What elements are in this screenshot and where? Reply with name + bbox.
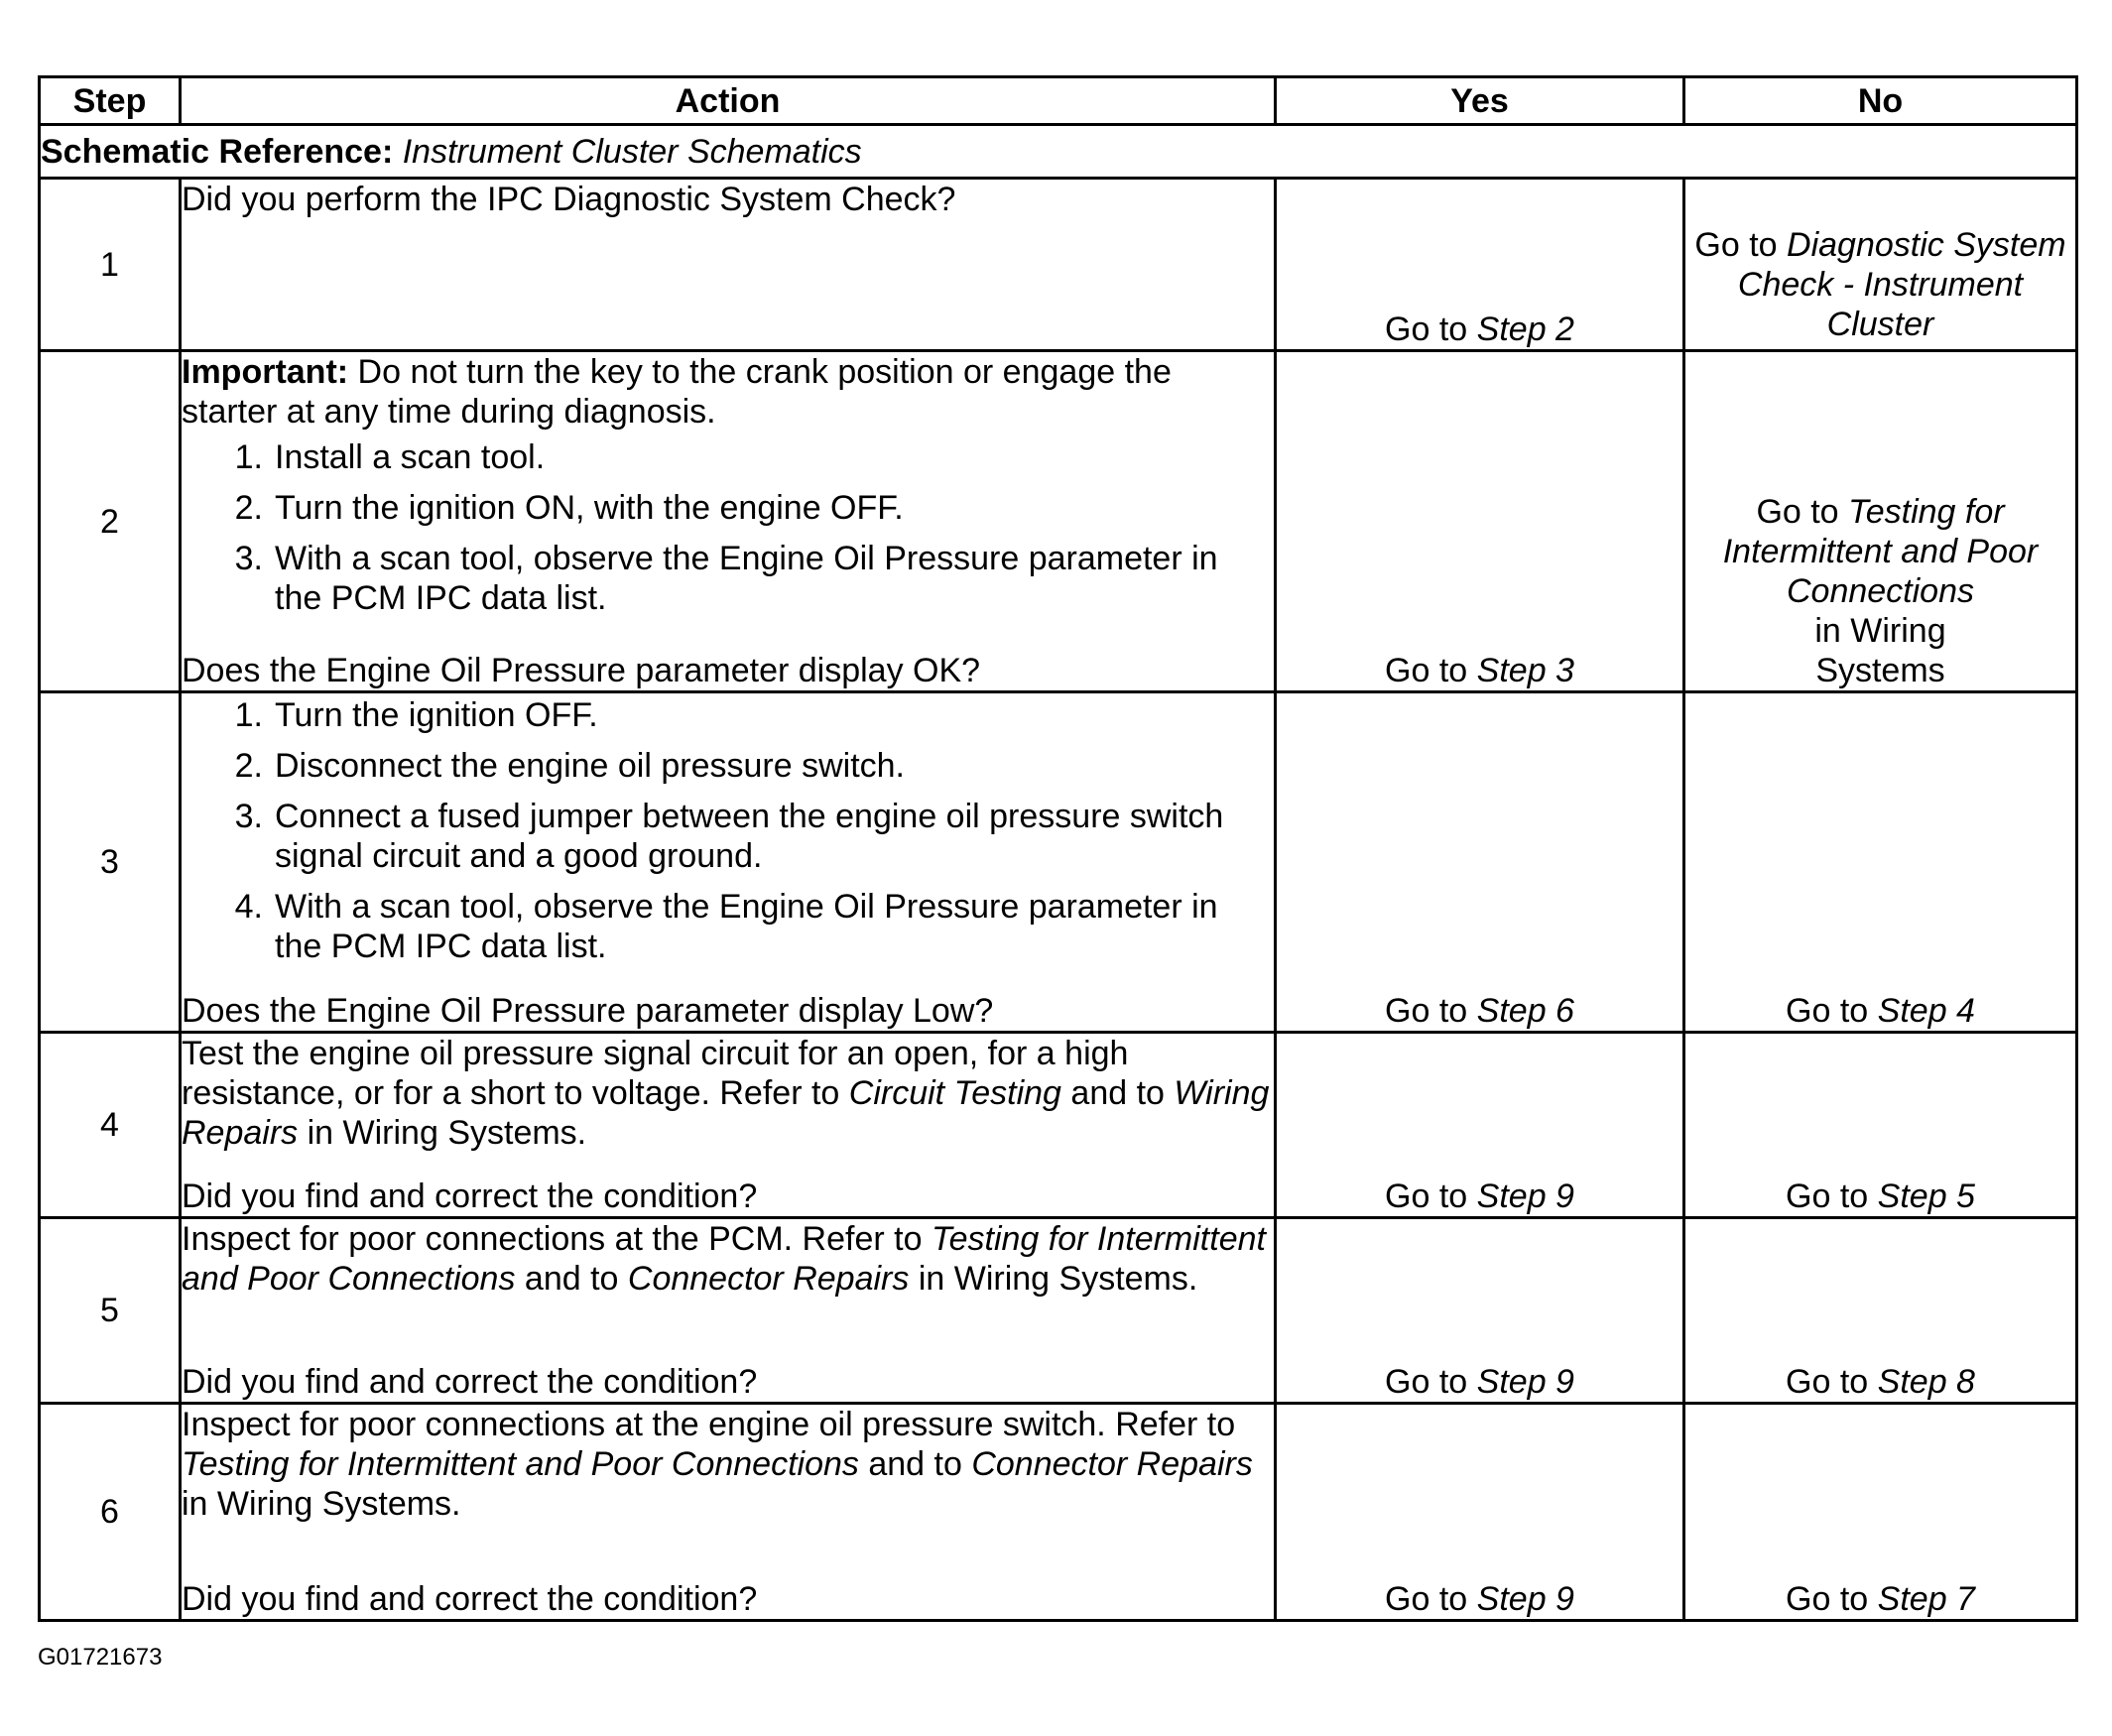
table-row: [40, 1218, 2077, 1404]
list-item: 4. With a scan tool, observe the Engine Oil Pressure parameter in the PCM IPC data list.: [234, 888, 1218, 965]
no-link[interactable]: Diagnostic System Check - Instrument Cluster: [1737, 225, 2066, 343]
header-yes: Yes: [1276, 77, 1684, 125]
reference-link[interactable]: Connector Repairs: [627, 1260, 910, 1298]
list-item: 2. Turn the ignition ON, with the engine OFF.: [234, 489, 904, 527]
yes-cell: Go to Step 2: [1276, 179, 1684, 351]
action-cell: [181, 351, 1276, 692]
step-number: 1: [40, 179, 181, 351]
yes-cell: Go to Step 6: [1276, 692, 1684, 1033]
action-question: Did you find and correct the condition?: [182, 1363, 758, 1401]
step-number: 3: [40, 692, 181, 1033]
no-link[interactable]: Step 5: [1877, 1178, 1975, 1215]
list-item: 3. Connect a fused jumper between the engine oil pressure switch signal circuit and a good ground.: [234, 798, 1224, 875]
list-item: 1. Turn the ignition OFF.: [234, 696, 598, 734]
no-cell: Go to Step 8: [1684, 1218, 2077, 1404]
header-no: No: [1684, 77, 2077, 125]
no-cell: Go to Diagnostic System Check - Instrument Cluster: [1684, 179, 2077, 351]
schematic-reference-link[interactable]: Instrument Cluster Schematics: [402, 132, 862, 171]
action-cell: [181, 1218, 1276, 1404]
step-number: 6: [40, 1404, 181, 1621]
action-cell: [181, 179, 1276, 351]
list-item: 2. Disconnect the engine oil pressure switch.: [234, 747, 905, 785]
yes-cell: Go to Step 9: [1276, 1033, 1684, 1218]
schematic-reference-label: Schematic Reference:: [41, 132, 394, 171]
action-text: Inspect for poor connections at the PCM. Refer to Testing for Intermittent and Poor Connections and to Connector Repairs in Wiring Systems.: [182, 1220, 1266, 1298]
no-cell: Go to Testing for Intermittent and Poor Connections in Wiring Systems: [1684, 351, 2077, 692]
no-cell: Go to Step 7: [1684, 1404, 2077, 1621]
reference-link[interactable]: Testing for Intermittent and Poor Connections: [182, 1445, 859, 1483]
schematic-reference-row: [40, 125, 2077, 179]
yes-link[interactable]: Step 2: [1476, 310, 1574, 348]
action-cell: [181, 1033, 1276, 1218]
yes-link[interactable]: Step 3: [1476, 652, 1574, 689]
action-question: Did you find and correct the condition?: [182, 1178, 758, 1215]
yes-cell: Go to Step 9: [1276, 1404, 1684, 1621]
yes-link[interactable]: Step 9: [1476, 1178, 1574, 1215]
table-row: [40, 351, 2077, 692]
yes-link[interactable]: Step 9: [1476, 1363, 1574, 1401]
action-question: Does the Engine Oil Pressure parameter display Low?: [182, 992, 994, 1030]
action-cell: [181, 1404, 1276, 1621]
important-note: Important: Do not turn the key to the crank position or engage the starter at any time during diagnosis.: [182, 353, 1172, 431]
figure-code: G01721673: [38, 1644, 163, 1671]
yes-cell: Go to Step 9: [1276, 1218, 1684, 1404]
action-text: Inspect for poor connections at the engine oil pressure switch. Refer to Testing for Intermittent and Poor Connections and to Connector Repairs in Wiring Systems.: [182, 1406, 1253, 1523]
reference-link[interactable]: Wiring Repairs: [182, 1074, 1270, 1152]
yes-link[interactable]: Step 9: [1476, 1580, 1574, 1618]
action-question: Did you find and correct the condition?: [182, 1580, 758, 1618]
list-item: 3. With a scan tool, observe the Engine Oil Pressure parameter in the PCM IPC data list.: [234, 540, 1218, 617]
yes-cell: Go to Step 3: [1276, 351, 1684, 692]
yes-link[interactable]: Step 6: [1476, 992, 1574, 1030]
schematic-reference: [40, 125, 2077, 179]
header-step: Step: [40, 77, 181, 125]
action-question: Did you perform the IPC Diagnostic System Check?: [182, 181, 956, 218]
procedure-list: [182, 437, 1274, 629]
table-row: [40, 179, 2077, 351]
table-row: [40, 1404, 2077, 1621]
important-label: Important:: [182, 353, 349, 391]
diagnostic-table: [38, 75, 2078, 1622]
action-cell: [181, 692, 1276, 1033]
no-link[interactable]: Step 8: [1877, 1363, 1975, 1401]
no-link[interactable]: Step 4: [1877, 992, 1975, 1030]
action-text: Test the engine oil pressure signal circuit for an open, for a high resistance, or for a short to voltage. Refer to Circuit Testing and to Wiring Repairs in Wiring Systems.: [182, 1035, 1270, 1152]
table-row: [40, 1033, 2077, 1218]
reference-link[interactable]: Connector Repairs: [971, 1445, 1253, 1483]
reference-link[interactable]: Circuit Testing: [848, 1074, 1061, 1112]
reference-link[interactable]: Testing for Intermittent and Poor Connections: [182, 1220, 1266, 1298]
step-number: 2: [40, 351, 181, 692]
action-question: Does the Engine Oil Pressure parameter display OK?: [182, 652, 981, 689]
no-link[interactable]: Testing for Intermittent and Poor Connections: [1722, 493, 2039, 610]
table-row: [40, 692, 2077, 1033]
no-cell: Go to Step 5: [1684, 1033, 2077, 1218]
no-cell: Go to Step 4: [1684, 692, 2077, 1033]
no-link[interactable]: Step 7: [1877, 1580, 1975, 1618]
step-number: 4: [40, 1033, 181, 1218]
step-number: 5: [40, 1218, 181, 1404]
list-item: 1. Install a scan tool.: [234, 438, 546, 476]
header-action: Action: [181, 77, 1276, 125]
header-row: [40, 77, 2077, 125]
procedure-list: [182, 695, 1274, 977]
